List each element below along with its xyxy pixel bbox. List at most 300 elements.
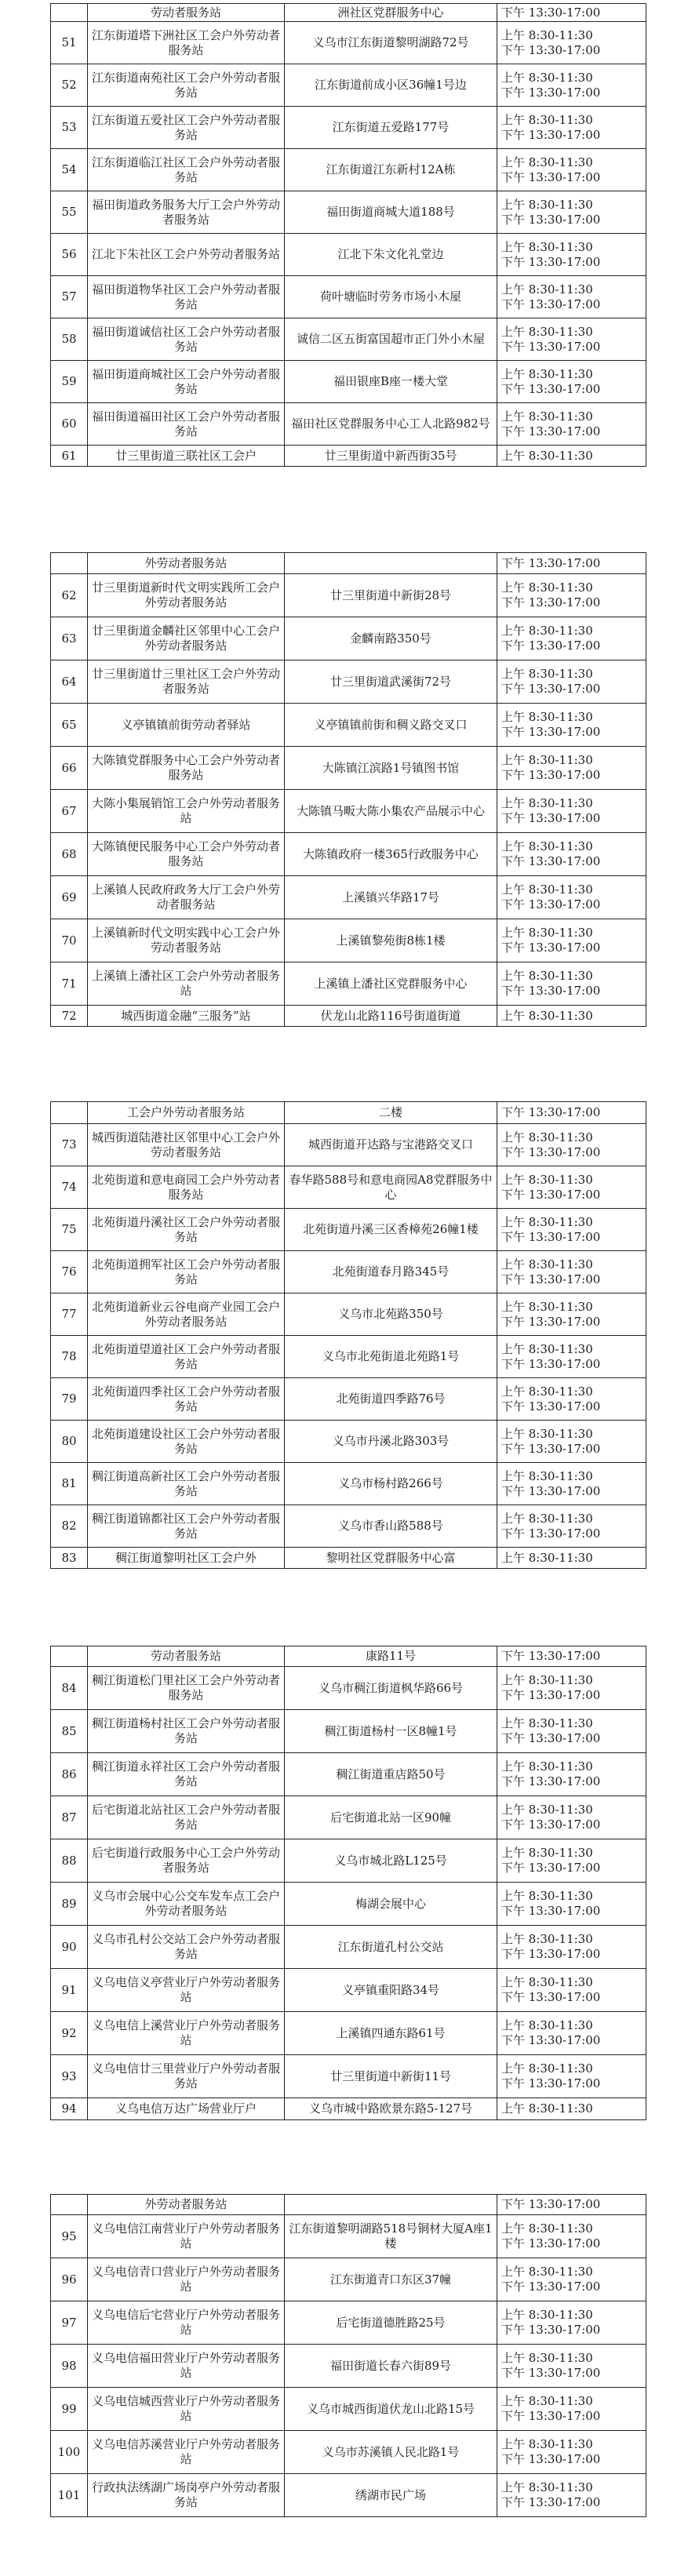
row-number: 61	[51, 446, 88, 467]
table-row	[51, 919, 646, 962]
hours-line: 上午 8:30-11:30	[501, 2221, 593, 2236]
opening-hours	[497, 919, 646, 962]
table-row	[51, 1421, 646, 1463]
table-row	[51, 1124, 646, 1166]
row-number: 68	[51, 833, 88, 876]
table-row	[51, 1336, 646, 1378]
table-row	[51, 1209, 646, 1251]
opening-hours	[497, 1102, 646, 1124]
table-row	[51, 1667, 646, 1710]
hours-line: 上午 8:30-11:30	[501, 710, 593, 724]
table-row	[51, 553, 646, 574]
station-address: 廿三里街道武溪街72号	[285, 660, 497, 704]
opening-hours	[497, 1548, 646, 1569]
table-row	[51, 962, 646, 1006]
opening-hours	[497, 1710, 646, 1753]
table-row	[51, 1883, 646, 1926]
table-row	[51, 1293, 646, 1336]
station-name: 江东街道南苑社区工会户外劳动者服务站	[88, 64, 285, 107]
table-row	[51, 2388, 646, 2431]
hours-line: 上午 8:30-11:30	[501, 2265, 593, 2279]
row-number: 83	[51, 1548, 88, 1569]
station-name: 北苑街道四季社区工会户外劳动者服务站	[88, 1378, 285, 1421]
station-address: 廿三里街道中新西街35号	[285, 446, 497, 467]
row-number: 74	[51, 1166, 88, 1209]
station-address: 上溪镇兴华路17号	[285, 876, 497, 919]
table-row	[51, 1006, 646, 1027]
hours-line: 下午 13:30-17:00	[501, 1688, 601, 1702]
table-row	[51, 318, 646, 361]
station-name: 福田街道福田社区工会户外劳动者服务站	[88, 403, 285, 446]
station-address: 福田街道长春六街89号	[285, 2345, 497, 2388]
opening-hours	[497, 1839, 646, 1883]
table-row	[51, 1796, 646, 1839]
hours-line: 上午 8:30-11:30	[501, 197, 593, 212]
opening-hours	[497, 2258, 646, 2301]
row-number: 92	[51, 2012, 88, 2055]
hours-line: 上午 8:30-11:30	[501, 580, 593, 595]
station-address: 大陈镇政府一楼365行政服务中心	[285, 833, 497, 876]
hours-line: 上午 8:30-11:30	[501, 1975, 593, 1989]
station-address: 福田银座B座一楼大堂	[285, 361, 497, 403]
table-row	[51, 191, 646, 234]
hours-line: 下午 13:30-17:00	[501, 1229, 601, 1244]
table-row	[51, 276, 646, 318]
hours-line: 下午 13:30-17:00	[501, 2452, 601, 2466]
row-number: 72	[51, 1006, 88, 1027]
station-name: 稠江街道锦都社区工会户外劳动者服务站	[88, 1505, 285, 1548]
opening-hours	[497, 1926, 646, 1969]
table-row	[51, 2345, 646, 2388]
table-row	[51, 4, 646, 22]
station-address: 金麟南路350号	[285, 617, 497, 660]
table-row	[51, 2098, 646, 2120]
station-address: 大陈镇马畈大陈小集农产品展示中心	[285, 790, 497, 833]
opening-hours	[497, 1006, 646, 1027]
station-name: 江东街道临江社区工会户外劳动者服务站	[88, 149, 285, 191]
hours-line: 下午 13:30-17:00	[501, 381, 601, 396]
station-name: 大陈镇党群服务中心工会户外劳动者服务站	[88, 747, 285, 790]
station-address: 康路11号	[285, 1646, 497, 1667]
station-name: 义乌市孔村公交站工会户外劳动者服务站	[88, 1926, 285, 1969]
hours-line: 下午 13:30-17:00	[501, 682, 601, 696]
opening-hours	[497, 747, 646, 790]
station-address: 北苑街道春月路345号	[285, 1251, 497, 1293]
station-address: 义乌市江东街道黎明湖路72号	[285, 22, 497, 64]
table-page-3	[50, 1101, 646, 1569]
hours-line: 上午 8:30-11:30	[501, 969, 593, 983]
table-row	[51, 234, 646, 276]
row-number: 91	[51, 1969, 88, 2012]
opening-hours	[497, 1646, 646, 1667]
row-number: 99	[51, 2388, 88, 2431]
table-row	[51, 446, 646, 467]
opening-hours	[497, 2474, 646, 2517]
hours-line: 下午 13:30-17:00	[501, 555, 601, 570]
station-address: 江东街道江东新村12A栋	[285, 149, 497, 191]
row-number: 94	[51, 2098, 88, 2120]
station-address: 廿三里街道中新街11号	[285, 2055, 497, 2098]
station-name: 江东街道五爱社区工会户外劳动者服务站	[88, 107, 285, 149]
hours-line: 上午 8:30-11:30	[501, 324, 593, 339]
station-address: 江东街道青口东区37幢	[285, 2258, 497, 2301]
station-name: 行政执法绣湖广场岗亭户外劳动者服务站	[88, 2474, 285, 2517]
station-name: 义乌电信城西营业厅户外劳动者服务站	[88, 2388, 285, 2431]
opening-hours	[497, 2195, 646, 2215]
table-page-1	[50, 3, 646, 467]
station-address: 义乌市丹溪北路303号	[285, 1421, 497, 1463]
station-address: 洲社区党群服务中心	[285, 4, 497, 22]
station-name: 福田街道诚信社区工会户外劳动者服务站	[88, 318, 285, 361]
hours-line: 下午 13:30-17:00	[501, 1731, 601, 1745]
hours-line: 上午 8:30-11:30	[501, 667, 593, 681]
opening-hours	[497, 1251, 646, 1293]
table-row	[51, 2055, 646, 2098]
opening-hours	[497, 1505, 646, 1548]
hours-line: 下午 13:30-17:00	[501, 854, 601, 868]
table-row	[51, 403, 646, 446]
row-number: 73	[51, 1124, 88, 1166]
hours-line: 上午 8:30-11:30	[501, 2437, 593, 2451]
hours-line: 下午 13:30-17:00	[501, 1144, 601, 1159]
opening-hours	[497, 2301, 646, 2345]
row-number: 84	[51, 1667, 88, 1710]
table-row	[51, 2012, 646, 2055]
hours-line: 上午 8:30-11:30	[501, 112, 593, 127]
opening-hours	[497, 446, 646, 467]
hours-line: 下午 13:30-17:00	[501, 127, 601, 142]
hours-line: 下午 13:30-17:00	[501, 1649, 601, 1663]
hours-line: 上午 8:30-11:30	[501, 1130, 593, 1144]
station-name: 大陈镇便民服务中心工会户外劳动者服务站	[88, 833, 285, 876]
table-page-5	[50, 2194, 646, 2517]
hours-line: 下午 13:30-17:00	[501, 984, 601, 998]
station-address: 福田街道商城大道188号	[285, 191, 497, 234]
opening-hours	[497, 107, 646, 149]
station-address: 后宅街道北站一区90幢	[285, 1796, 497, 1839]
row-number: 100	[51, 2431, 88, 2474]
hours-line: 上午 8:30-11:30	[501, 1673, 593, 1687]
hours-line: 下午 13:30-17:00	[501, 2076, 601, 2090]
station-name: 城西街道金融“三服务”站	[88, 1006, 285, 1027]
hours-line: 下午 13:30-17:00	[501, 1947, 601, 1961]
table-row	[51, 1548, 646, 1569]
row-number: 51	[51, 22, 88, 64]
opening-hours	[497, 2431, 646, 2474]
opening-hours	[497, 276, 646, 318]
station-name: 稠江街道永祥社区工会户外劳动者服务站	[88, 1753, 285, 1796]
hours-line: 下午 13:30-17:00	[501, 424, 601, 438]
row-number: 76	[51, 1251, 88, 1293]
schedule-table	[50, 552, 646, 1027]
station-name: 义乌电信上溪营业厅户外劳动者服务站	[88, 2012, 285, 2055]
station-address: 伏龙山北路116号街道街道	[285, 1006, 497, 1027]
station-address: 义乌市香山路588号	[285, 1505, 497, 1548]
schedule-table	[50, 1101, 646, 1569]
row-number: 82	[51, 1505, 88, 1548]
opening-hours	[497, 64, 646, 107]
row-number	[51, 1646, 88, 1667]
hours-line: 下午 13:30-17:00	[501, 339, 601, 354]
station-address: 上溪镇黎苑街8栋1楼	[285, 919, 497, 962]
station-name: 劳动者服务站	[88, 4, 285, 22]
station-name: 北苑街道和意电商园工会户外劳动者服务站	[88, 1166, 285, 1209]
hours-line: 上午 8:30-11:30	[501, 1008, 593, 1023]
table-row	[51, 1166, 646, 1209]
opening-hours	[497, 1969, 646, 2012]
station-name: 上溪镇上潘社区工会户外劳动者服务站	[88, 962, 285, 1006]
table-row	[51, 660, 646, 704]
hours-line: 下午 13:30-17:00	[501, 595, 601, 609]
station-address: 义亭镇镇前街和稠义路交叉口	[285, 704, 497, 747]
station-name: 稠江街道杨村社区工会户外劳动者服务站	[88, 1710, 285, 1753]
station-name: 上溪镇人民政府政务大厅工会户外劳动者服务站	[88, 876, 285, 919]
opening-hours	[497, 149, 646, 191]
opening-hours	[497, 2345, 646, 2388]
station-name: 义乌电信苏溪营业厅户外劳动者服务站	[88, 2431, 285, 2474]
hours-line: 下午 13:30-17:00	[501, 2495, 601, 2509]
hours-line: 下午 13:30-17:00	[501, 811, 601, 825]
hours-line: 上午 8:30-11:30	[501, 366, 593, 381]
hours-line: 上午 8:30-11:30	[501, 2394, 593, 2408]
hours-line: 下午 13:30-17:00	[501, 897, 601, 911]
opening-hours	[497, 361, 646, 403]
row-number: 95	[51, 2215, 88, 2258]
row-number: 86	[51, 1753, 88, 1796]
station-name: 北苑街道新业云谷电商产业园工会户外劳动者服务站	[88, 1293, 285, 1336]
station-address: 上溪镇上潘社区党群服务中心	[285, 962, 497, 1006]
opening-hours	[497, 234, 646, 276]
opening-hours	[497, 2055, 646, 2098]
station-name: 江东街道塔下洲社区工会户外劳动者服务站	[88, 22, 285, 64]
hours-line: 上午 8:30-11:30	[501, 70, 593, 85]
hours-line: 下午 13:30-17:00	[501, 941, 601, 955]
table-row	[51, 2474, 646, 2517]
station-address: 江东街道前成小区36幢1号边	[285, 64, 497, 107]
hours-line: 上午 8:30-11:30	[501, 2351, 593, 2365]
table-row	[51, 2258, 646, 2301]
station-name: 义乌电信福田营业厅户外劳动者服务站	[88, 2345, 285, 2388]
row-number: 90	[51, 1926, 88, 1969]
station-address: 义亭镇重阳路34号	[285, 1969, 497, 2012]
station-name: 城西街道陆港社区邻里中心工会户外劳动者服务站	[88, 1124, 285, 1166]
schedule-table	[50, 3, 646, 467]
station-name: 江北下朱社区工会户外劳动者服务站	[88, 234, 285, 276]
row-number: 67	[51, 790, 88, 833]
row-number: 54	[51, 149, 88, 191]
station-name: 廿三里街道金麟社区邻里中心工会户外劳动者服务站	[88, 617, 285, 660]
table-row	[51, 1710, 646, 1753]
hours-line: 上午 8:30-11:30	[501, 409, 593, 424]
hours-line: 上午 8:30-11:30	[501, 1257, 593, 1272]
hours-line: 下午 13:30-17:00	[501, 1314, 601, 1329]
row-number: 57	[51, 276, 88, 318]
station-name: 北苑街道拥军社区工会户外劳动者服务站	[88, 1251, 285, 1293]
hours-line: 上午 8:30-11:30	[501, 282, 593, 297]
row-number: 77	[51, 1293, 88, 1336]
hours-line: 上午 8:30-11:30	[501, 2308, 593, 2322]
row-number: 78	[51, 1336, 88, 1378]
row-number: 98	[51, 2345, 88, 2388]
hours-line: 下午 13:30-17:00	[501, 1105, 601, 1119]
hours-line: 上午 8:30-11:30	[501, 926, 593, 940]
opening-hours	[497, 876, 646, 919]
station-name: 大陈小集展销馆工会户外劳动者服务站	[88, 790, 285, 833]
station-address	[285, 2195, 497, 2215]
opening-hours	[497, 704, 646, 747]
hours-line: 下午 13:30-17:00	[501, 1817, 601, 1832]
station-name: 上溪镇新时代文明实践中心工会户外劳动者服务站	[88, 919, 285, 962]
table-row	[51, 833, 646, 876]
station-name: 稠江街道高新社区工会户外劳动者服务站	[88, 1463, 285, 1505]
row-number: 62	[51, 574, 88, 617]
row-number: 63	[51, 617, 88, 660]
hours-line: 下午 13:30-17:00	[501, 42, 601, 57]
station-name: 后宅街道行政服务中心工会户外劳动者服务站	[88, 1839, 285, 1883]
station-address: 大陈镇江滨路1号镇图书馆	[285, 747, 497, 790]
station-name: 外劳动者服务站	[88, 2195, 285, 2215]
hours-line: 上午 8:30-11:30	[501, 1759, 593, 1774]
hours-line: 上午 8:30-11:30	[501, 2480, 593, 2494]
hours-line: 上午 8:30-11:30	[501, 753, 593, 767]
opening-hours	[497, 617, 646, 660]
row-number: 75	[51, 1209, 88, 1251]
opening-hours	[497, 1421, 646, 1463]
station-name: 义乌电信万达广场营业厅户	[88, 2098, 285, 2120]
hours-line: 上午 8:30-11:30	[501, 2061, 593, 2076]
row-number: 85	[51, 1710, 88, 1753]
hours-line: 下午 13:30-17:00	[501, 1483, 601, 1498]
opening-hours	[497, 191, 646, 234]
schedule-table	[50, 2194, 646, 2517]
table-row	[51, 2195, 646, 2215]
station-address: 城西街道开达路与宝港路交叉口	[285, 1124, 497, 1166]
row-number: 52	[51, 64, 88, 107]
table-row	[51, 1251, 646, 1293]
station-address: 荷叶塘临时劳务市场小木屋	[285, 276, 497, 318]
station-name: 北苑街道丹溪社区工会户外劳动者服务站	[88, 1209, 285, 1251]
hours-line: 上午 8:30-11:30	[501, 1299, 593, 1314]
hours-line: 上午 8:30-11:30	[501, 839, 593, 853]
hours-line: 下午 13:30-17:00	[501, 1272, 601, 1286]
station-address: 稠江街道重店路50号	[285, 1753, 497, 1796]
station-address: 义乌市城中路欧景东路5-127号	[285, 2098, 497, 2120]
station-address: 义乌市城北路L125号	[285, 1839, 497, 1883]
hours-line: 下午 13:30-17:00	[501, 212, 601, 227]
row-number: 55	[51, 191, 88, 234]
row-number: 89	[51, 1883, 88, 1926]
hours-line: 下午 13:30-17:00	[501, 2279, 601, 2294]
station-name: 北苑街道望道社区工会户外劳动者服务站	[88, 1336, 285, 1378]
row-number: 70	[51, 919, 88, 962]
station-address: 江东街道孔村公交站	[285, 1926, 497, 1969]
station-address: 福田社区党群服务中心工人北路982号	[285, 403, 497, 446]
table-row	[51, 2215, 646, 2258]
opening-hours	[497, 318, 646, 361]
table-row	[51, 1102, 646, 1124]
station-name: 义乌电信义亭营业厅户外劳动者服务站	[88, 1969, 285, 2012]
station-address: 义乌市稠江街道枫华路66号	[285, 1667, 497, 1710]
table-row	[51, 1839, 646, 1883]
station-address: 义乌市北苑街道北苑路1号	[285, 1336, 497, 1378]
hours-line: 上午 8:30-11:30	[501, 1384, 593, 1399]
hours-line: 下午 13:30-17:00	[501, 2236, 601, 2250]
hours-line: 上午 8:30-11:30	[501, 155, 593, 169]
station-name: 义乌市会展中心公交车发车点工会户外劳动者服务站	[88, 1883, 285, 1926]
table-row	[51, 1505, 646, 1548]
hours-line: 下午 13:30-17:00	[501, 725, 601, 739]
opening-hours	[497, 1209, 646, 1251]
hours-line: 上午 8:30-11:30	[501, 1511, 593, 1526]
schedule-table	[50, 1646, 646, 2120]
table-row	[51, 2431, 646, 2474]
row-number: 71	[51, 962, 88, 1006]
row-number: 97	[51, 2301, 88, 2345]
hours-line: 下午 13:30-17:00	[501, 1904, 601, 1918]
station-address: 稠江街道杨村一区8幢1号	[285, 1710, 497, 1753]
opening-hours	[497, 2012, 646, 2055]
station-address: 绣湖市民广场	[285, 2474, 497, 2517]
station-address: 二楼	[285, 1102, 497, 1124]
opening-hours	[497, 1883, 646, 1926]
hours-line: 下午 13:30-17:00	[501, 169, 601, 184]
opening-hours	[497, 1753, 646, 1796]
hours-line: 下午 13:30-17:00	[501, 2197, 601, 2211]
hours-line: 上午 8:30-11:30	[501, 1341, 593, 1356]
row-number: 66	[51, 747, 88, 790]
row-number: 60	[51, 403, 88, 446]
hours-line: 上午 8:30-11:30	[501, 1550, 593, 1565]
hours-line: 下午 13:30-17:00	[501, 1861, 601, 1875]
station-name: 廿三里街道新时代文明实践所工会户外劳动者服务站	[88, 574, 285, 617]
station-name: 义乌电信廿三里营业厅户外劳动者服务站	[88, 2055, 285, 2098]
hours-line: 上午 8:30-11:30	[501, 796, 593, 810]
table-row	[51, 790, 646, 833]
hours-line: 上午 8:30-11:30	[501, 448, 593, 463]
station-address: 北苑街道丹溪三区香樟苑26幢1楼	[285, 1209, 497, 1251]
station-address: 江北下朱文化礼堂边	[285, 234, 497, 276]
row-number: 80	[51, 1421, 88, 1463]
station-address: 梅湖会展中心	[285, 1883, 497, 1926]
row-number	[51, 2195, 88, 2215]
hours-line: 下午 13:30-17:00	[501, 639, 601, 653]
row-number: 79	[51, 1378, 88, 1421]
hours-line: 下午 13:30-17:00	[501, 768, 601, 782]
row-number: 65	[51, 704, 88, 747]
hours-line: 上午 8:30-11:30	[501, 1932, 593, 1946]
opening-hours	[497, 1336, 646, 1378]
hours-line: 下午 13:30-17:00	[501, 1990, 601, 2004]
station-address: 北苑街道四季路76号	[285, 1378, 497, 1421]
hours-line: 上午 8:30-11:30	[501, 1889, 593, 1903]
row-number: 64	[51, 660, 88, 704]
hours-line: 上午 8:30-11:30	[501, 239, 593, 254]
table-row	[51, 1753, 646, 1796]
hours-line: 下午 13:30-17:00	[501, 1399, 601, 1414]
station-name: 廿三里街道三联社区工会户	[88, 446, 285, 467]
hours-line: 下午 13:30-17:00	[501, 254, 601, 269]
opening-hours	[497, 660, 646, 704]
station-name: 义亭镇镇前街劳动者驿站	[88, 704, 285, 747]
opening-hours	[497, 1293, 646, 1336]
row-number: 88	[51, 1839, 88, 1883]
table-row	[51, 1926, 646, 1969]
station-name: 义乌电信江南营业厅户外劳动者服务站	[88, 2215, 285, 2258]
opening-hours	[497, 790, 646, 833]
hours-line: 下午 13:30-17:00	[501, 1526, 601, 1541]
opening-hours	[497, 1124, 646, 1166]
station-address: 义乌市北苑路350号	[285, 1293, 497, 1336]
